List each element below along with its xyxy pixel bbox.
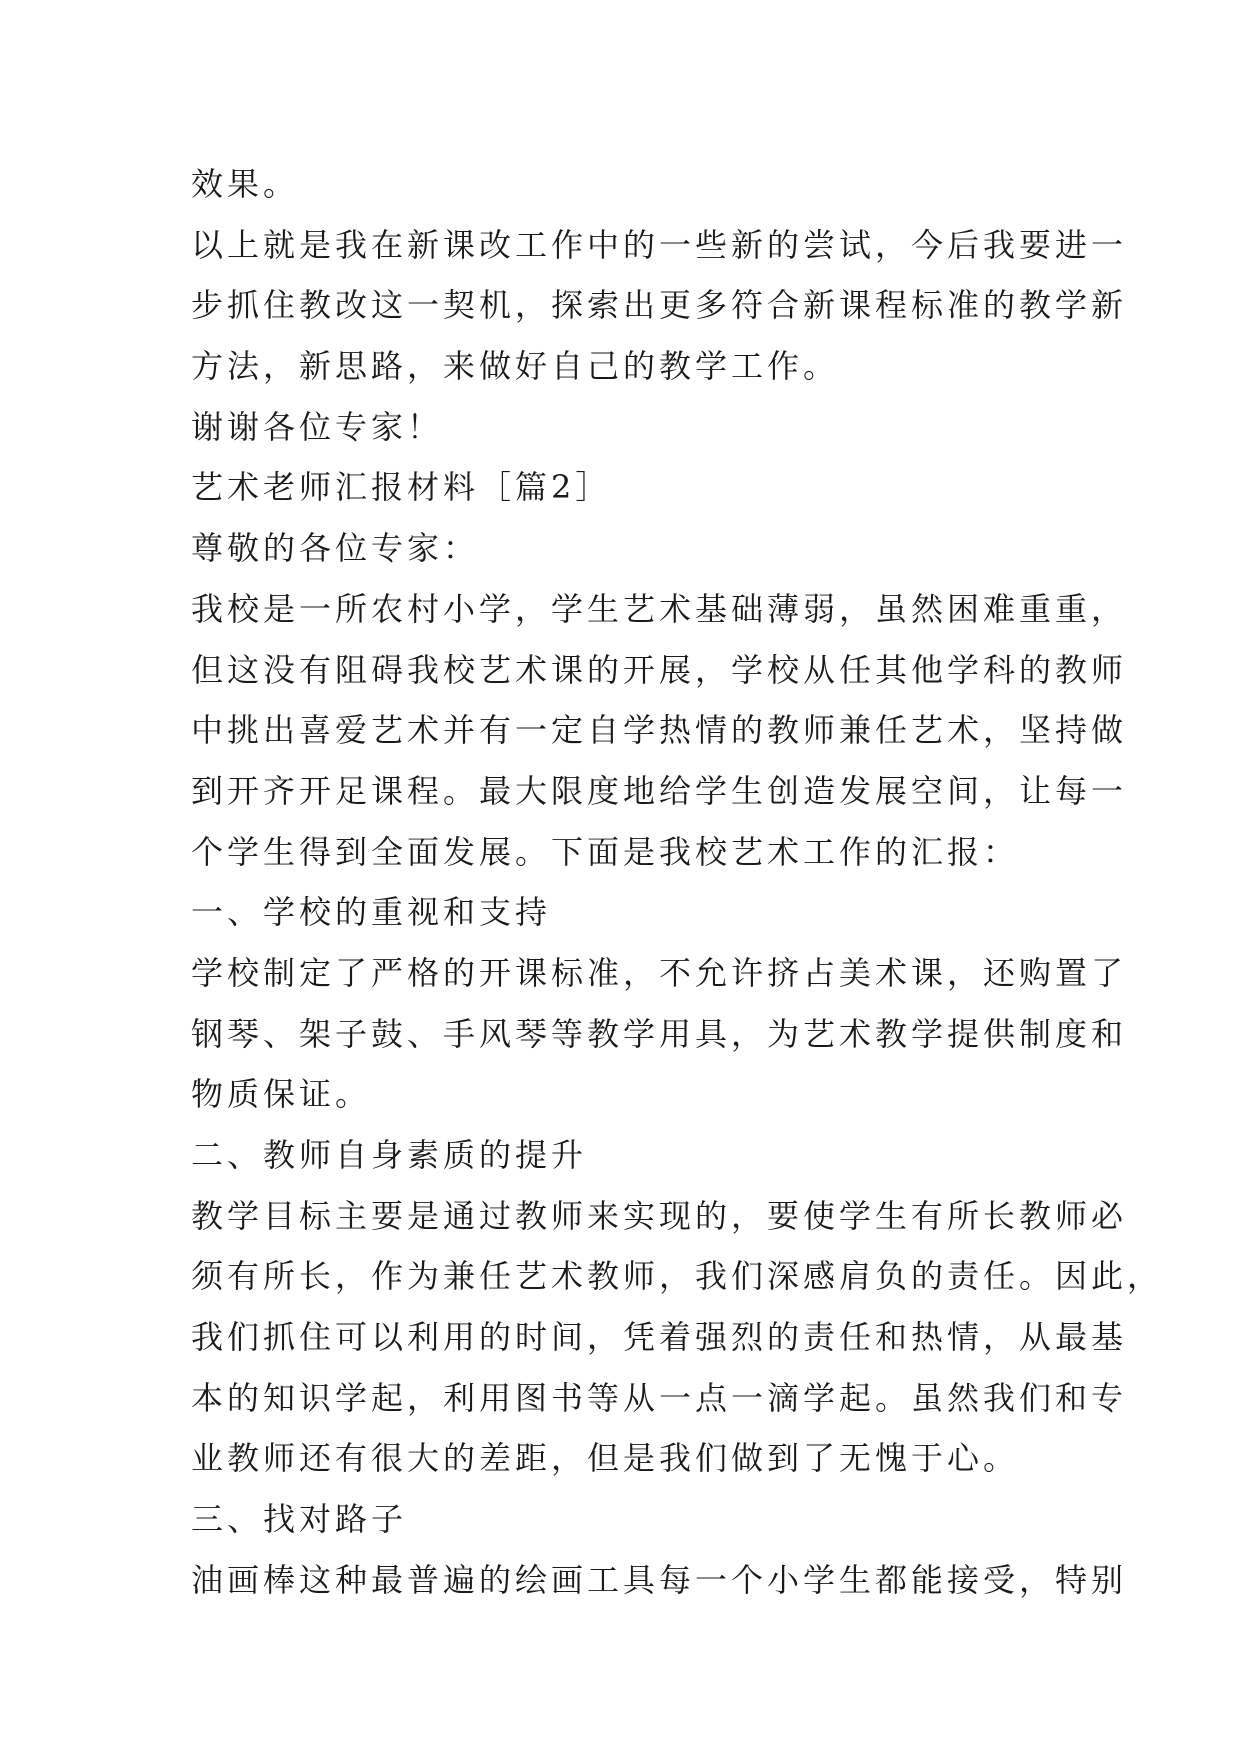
subheading-3: 三、找对路子 [191, 1500, 408, 1539]
body-line: 学校制定了严格的开课标准，不允许挤占美术课，还购置了 [191, 953, 1128, 992]
closing-line: 谢谢各位专家！ [191, 407, 444, 446]
body-line: 须有所长，作为兼任艺术教师，我们深感肩负的责任。因此， [191, 1257, 1164, 1296]
body-line: 但这没有阻碍我校艺术课的开展，学校从任其他学科的教师 [191, 650, 1128, 689]
body-line: 效果。 [191, 165, 300, 203]
section-title: 艺术老师汇报材料［篇2］ [191, 468, 612, 507]
body-line: 本的知识学起，利用图书等从一点一滴学起。虽然我们和专 [191, 1378, 1128, 1417]
body-line: 中挑出喜爱艺术并有一定自学热情的教师兼任艺术，坚持做 [191, 711, 1128, 750]
body-line: 业教师还有很大的差距，但是我们做到了无愧于心。 [191, 1439, 1020, 1478]
body-line: 到开齐开足课程。最大限度地给学生创造发展空间，让每一 [191, 771, 1128, 810]
body-line: 钢琴、架子鼓、手风琴等教学用具，为艺术教学提供制度和 [191, 1014, 1128, 1053]
document-body [191, 154, 1164, 1611]
subheading-1: 一、学校的重视和支持 [191, 893, 552, 932]
salutation: 尊敬的各位专家： [191, 529, 480, 568]
body-line: 方法，新思路，来做好自己的教学工作。 [191, 347, 840, 386]
body-line: 以上就是我在新课改工作中的一些新的尝试，今后我要进一 [191, 225, 1128, 264]
body-line: 我们抓住可以利用的时间，凭着强烈的责任和热情，从最基 [191, 1318, 1128, 1357]
body-line: 个学生得到全面发展。下面是我校艺术工作的汇报： [191, 832, 1020, 871]
body-line: 我校是一所农村小学，学生艺术基础薄弱，虽然困难重重， [191, 589, 1128, 628]
subheading-2: 二、教师自身素质的提升 [191, 1136, 588, 1174]
body-line: 步抓住教改这一契机，探索出更多符合新课程标准的教学新 [191, 286, 1128, 325]
body-line: 油画棒这种最普遍的绘画工具每一个小学生都能接受，特别 [191, 1560, 1128, 1599]
body-line: 教学目标主要是通过教师来实现的，要使学生有所长教师必 [191, 1196, 1128, 1235]
body-line: 物质保证。 [191, 1075, 372, 1114]
